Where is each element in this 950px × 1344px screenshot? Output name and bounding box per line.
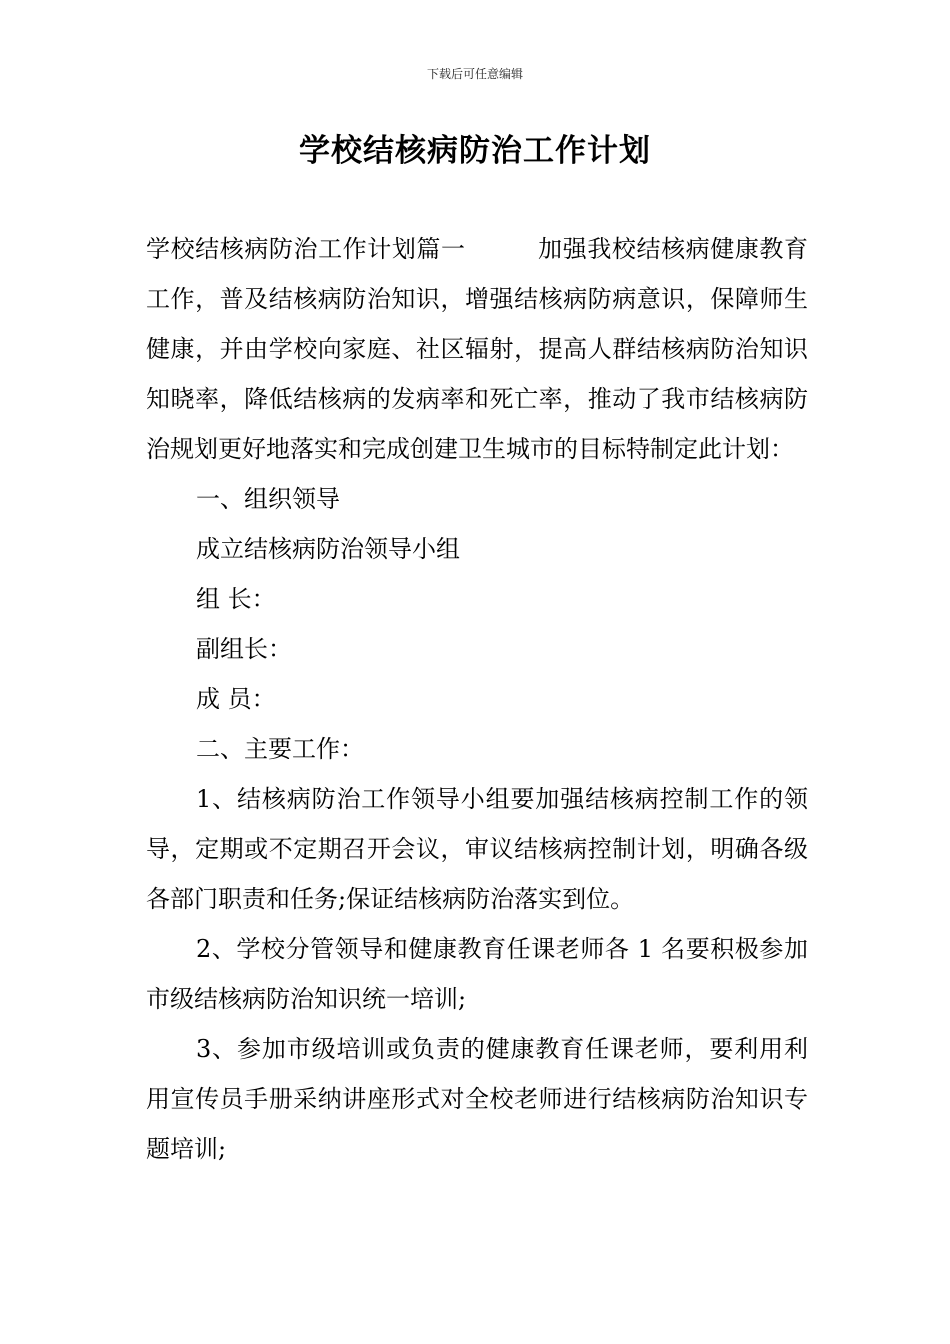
document-title: 学校结核病防治工作计划 (299, 133, 651, 169)
work-item-1: 1、结核病防治工作领导小组要加强结核病控制工作的领导，定期或不定期召开会议，审议结核病控制计划，明确各级各部门职责和任务;保证结核病防治落实到位。 (146, 785, 808, 913)
group-name: 成立结核病防治领导小组 (196, 535, 460, 563)
document-body (146, 224, 808, 1174)
work-item-3: 3、参加市级培训或负责的健康教育任课老师，要利用利用宣传员手册采纳讲座形式对全校老师进行结核病防治知识专题培训; (146, 1035, 808, 1163)
intro-lead: 学校结核病防治工作计划篇一 (146, 235, 466, 263)
members-field: 成 员： (196, 685, 276, 713)
intro-paragraph (146, 224, 808, 474)
section-heading-main-work: 二、主要工作： (196, 735, 364, 763)
deputy-leader-field: 副组长： (196, 635, 292, 663)
intro-text: 加强我校结核病健康教育工作，普及结核病防治知识，增强结核病防病意识，保障师生健康，并由学校向家庭、社区辐射，提高人群结核病防治知识知晓率，降低结核病的发病率和死亡率，推动了我市结核病防治规划更好地落实和完成创建卫生城市的目标特制定此计划： (146, 235, 809, 463)
section-heading-organization: 一、组织领导 (196, 485, 340, 513)
work-item-2: 2、学校分管领导和健康教育任课老师各 1 名要积极参加市级结核病防治知识统一培训; (146, 935, 808, 1013)
leader-field: 组 长： (196, 585, 276, 613)
header-note: 下载后可任意编辑 (426, 67, 523, 81)
